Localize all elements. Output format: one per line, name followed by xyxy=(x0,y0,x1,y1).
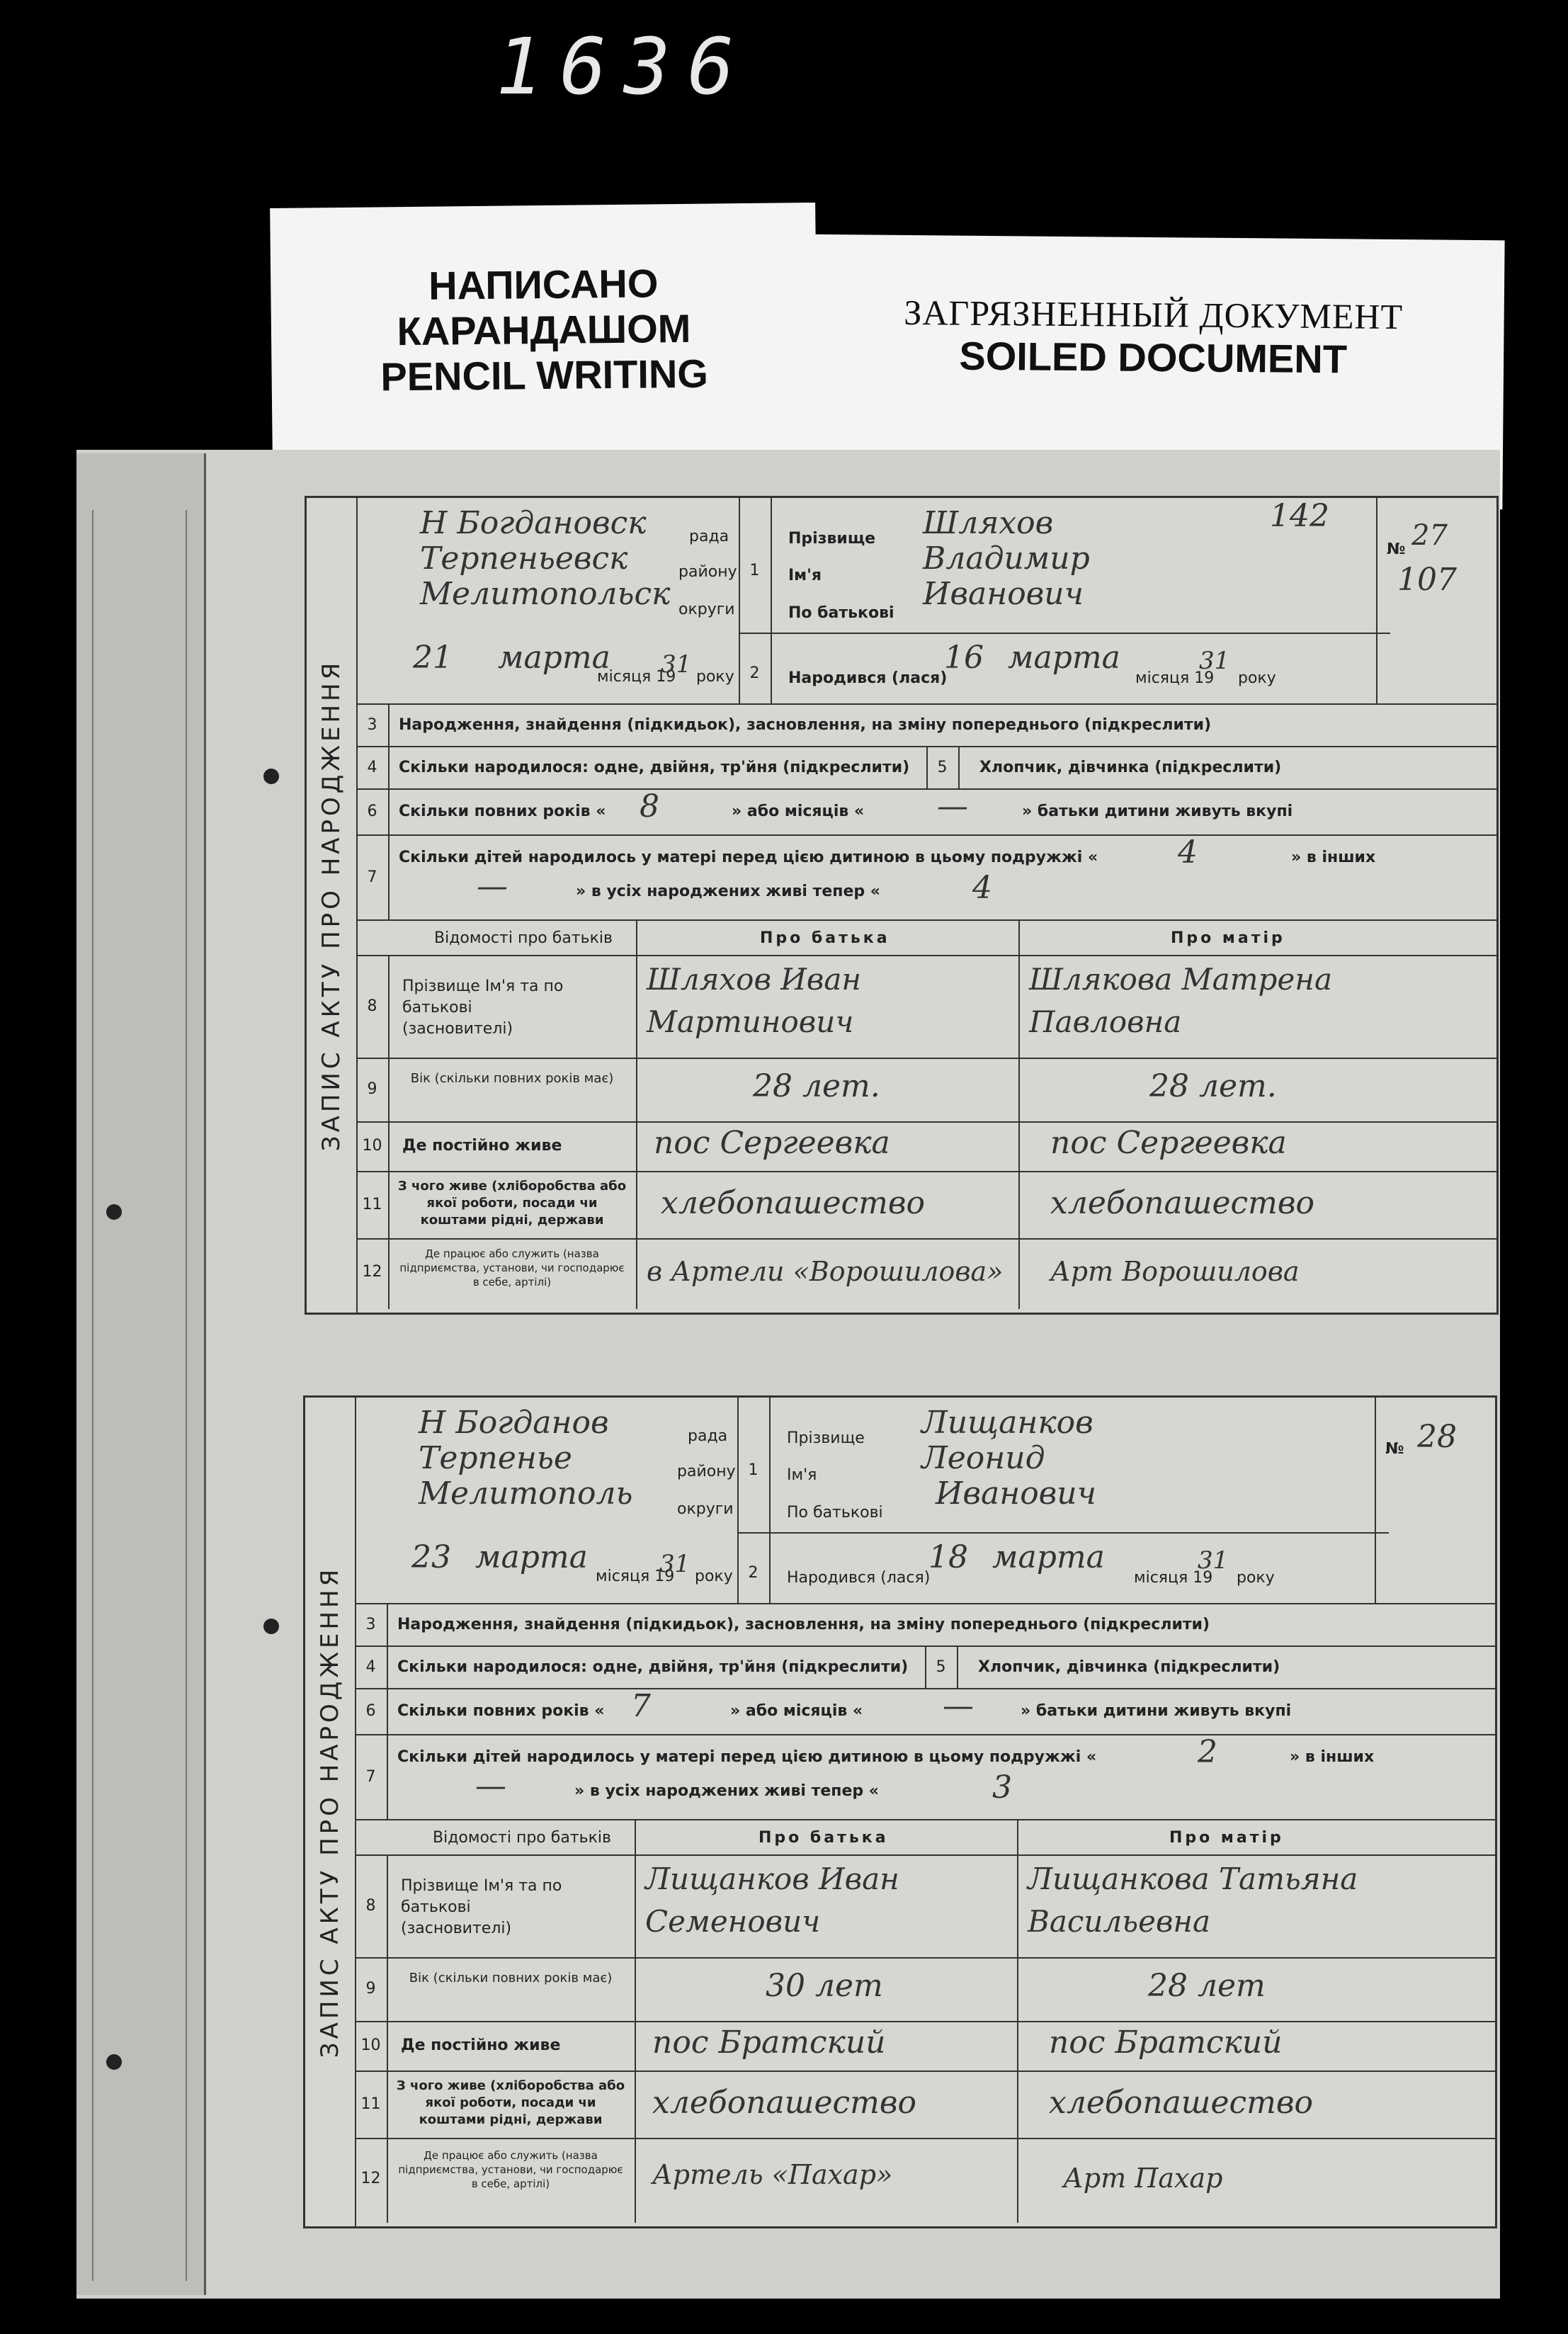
parents-header: Відомості про батьків Про батька Про матір xyxy=(356,919,1496,956)
form-vertical-title: ЗАПИС АКТУ ПРО НАРОДЖЕННЯ xyxy=(305,1398,356,2226)
mother-income: хлебопашество xyxy=(1050,1185,1314,1221)
reg-day: 21 xyxy=(413,640,453,676)
row-8: 8 Прізвище Ім'я та по батькові (засновителі) Лищанков Иван Семенович Лищанкова Татьяна Васильевна xyxy=(355,1854,1495,1959)
birth-month: марта xyxy=(1008,640,1120,676)
children-alive: 4 xyxy=(972,870,992,906)
row-12: 12 Де працює або служить (назва підприємства, установи, чи господарює в себе, артілі) в Артели «Ворошилова» Арт Ворошилова xyxy=(356,1238,1496,1309)
frame-number: 1636 xyxy=(496,21,751,112)
birth-year: 31 xyxy=(1198,1546,1229,1575)
okrug-value: Мелитополь xyxy=(419,1475,633,1512)
children-alive: 3 xyxy=(992,1769,1012,1806)
row-4-5: 4 5 Скільки народилося: одне, двійня, тр'йня (підкреслити) Хлопчик, дівчинка (підкреслити) xyxy=(355,1645,1495,1689)
punch-hole xyxy=(106,1204,122,1220)
okrug-value: Мелитопольск xyxy=(420,576,671,612)
birth-day: 18 xyxy=(928,1539,968,1575)
birth-month: марта xyxy=(992,1539,1105,1575)
mother-work: Арт Пахар xyxy=(1063,2163,1223,2194)
months-together: — xyxy=(943,1688,974,1724)
row-11: 11 З чого живе (хліборобства або якої роботи, посади чи коштами рідні, держави хлебопашество хлебопашество xyxy=(355,2070,1495,2139)
mother-name: Лищанкова Татьяна Васильевна xyxy=(1028,1862,1358,1939)
raion-value: Терпенье xyxy=(419,1440,572,1476)
pencil-label-en: PENCIL WRITING xyxy=(380,351,709,400)
reg-month: марта xyxy=(498,640,610,676)
surname-value: Шляхов xyxy=(923,505,1054,541)
number-label: № xyxy=(1387,540,1406,558)
children-before: 2 xyxy=(1198,1734,1217,1770)
punch-hole xyxy=(106,2054,122,2070)
pencil-writing-label xyxy=(270,203,818,463)
raion-label: району xyxy=(678,563,737,581)
children-other: — xyxy=(477,868,508,905)
row-7: 7 Скільки дітей народилось у матері перед цією дитиною в цьому подружжі « 4 » в інших — » в усіх народжених живі тепер « 4 xyxy=(356,834,1496,921)
record-number: 28 xyxy=(1417,1419,1457,1455)
pencil-label-ru-1: НАПИСАНО xyxy=(428,261,659,308)
header-block xyxy=(356,498,1496,705)
father-name: Шляхов Иван Мартинович xyxy=(647,962,862,1039)
birth-day: 16 xyxy=(944,640,984,676)
mother-name: Шлякова Матрена Павловна xyxy=(1029,962,1332,1039)
patronymic-value: Иванович xyxy=(923,576,1084,612)
surname-label: Прізвище xyxy=(788,530,876,548)
birth-year-label: року xyxy=(1238,669,1276,687)
raion-value: Терпеньевск xyxy=(420,540,628,577)
row5-text: Хлопчик, дівчинка (підкреслити) xyxy=(979,759,1282,776)
mother-place: пос Братский xyxy=(1049,2024,1283,2061)
reg-month-label: місяця 19 xyxy=(597,668,676,686)
father-place: пос Сергеевка xyxy=(654,1125,890,1161)
okrug-label: округи xyxy=(678,601,735,618)
header-block xyxy=(355,1398,1495,1604)
soiled-label-en: SOILED DOCUMENT xyxy=(959,333,1348,382)
father-work: в Артели «Ворошилова» xyxy=(647,1256,1004,1287)
surname-value: Лищанков xyxy=(921,1405,1093,1441)
reg-day: 23 xyxy=(411,1539,451,1575)
mother-place: пос Сергеевка xyxy=(1050,1125,1287,1161)
punch-hole xyxy=(263,1619,279,1634)
father-work: Артель «Пахар» xyxy=(652,2159,893,2190)
row-11: 11 З чого живе (хліборобства або якої роботи, посади чи коштами рідні, держави хлебопашество хлебопашество xyxy=(356,1171,1496,1240)
father-age: 30 лет xyxy=(766,1968,883,2004)
born-label: Народився (лася) xyxy=(788,669,948,687)
row-number: 2 xyxy=(748,1564,759,1582)
reg-year-label: року xyxy=(696,668,734,686)
row-3: 3 Народження, знайдення (підкидьок), засновлення, на зміну попереднього (підкреслити) xyxy=(355,1603,1495,1647)
patronymic-label: По батькові xyxy=(788,604,894,622)
soiled-label-ru: ЗАГРЯЗНЕННЫЙ ДОКУМЕНТ xyxy=(904,292,1404,337)
years-together: 8 xyxy=(640,788,659,825)
punch-hole xyxy=(263,769,279,784)
row-6: 6 Скільки повних років « 7 » або місяців « — » батьки дитини живуть вкупі xyxy=(355,1688,1495,1735)
row-number: 2 xyxy=(749,664,760,682)
form-vertical-title: ЗАПИС АКТУ ПРО НАРОДЖЕННЯ xyxy=(307,498,358,1313)
father-income: хлебопашество xyxy=(661,1185,925,1221)
surname-label: Прізвище xyxy=(787,1429,865,1447)
name-label: Ім'я xyxy=(787,1466,817,1484)
record-number: 27 xyxy=(1411,519,1448,552)
birth-month-label: місяця 19 xyxy=(1134,1569,1213,1587)
children-before: 4 xyxy=(1178,834,1198,871)
reg-year: 31 xyxy=(661,650,692,679)
rada-label: рада xyxy=(689,528,729,545)
row-number: 1 xyxy=(748,1461,759,1479)
patronymic-value: Иванович xyxy=(936,1475,1097,1512)
father-name: Лищанков Иван Семенович xyxy=(645,1862,899,1939)
birth-record-form-2 xyxy=(303,1395,1497,2228)
row-3: 3 Народження, знайдення (підкидьок), засновлення, на зміну попереднього (підкреслити) xyxy=(356,703,1496,747)
corner-number: 142 xyxy=(1270,498,1329,534)
mother-income: хлебопашество xyxy=(1049,2085,1313,2121)
reg-month-label: місяця 19 xyxy=(596,1568,675,1585)
row-9: 9 Вік (скільки повних років має) 30 лет 28 лет xyxy=(355,1957,1495,2022)
name-label: Ім'я xyxy=(788,567,822,584)
father-income: хлебопашество xyxy=(652,2085,916,2121)
birth-month-label: місяця 19 xyxy=(1135,669,1215,687)
row-4-5: 4 5 Скільки народилося: одне, двійня, тр'йня (підкреслити) Хлопчик, дівчинка (підкреслити) xyxy=(356,746,1496,790)
raion-label: району xyxy=(677,1463,736,1480)
pencil-label-ru-2: КАРАНДАШОМ xyxy=(397,305,691,354)
row3-text: Народження, знайдення (підкидьок), засновлення, на зміну попереднього (підкреслити) xyxy=(399,716,1212,734)
mother-work: Арт Ворошилова xyxy=(1050,1256,1300,1287)
born-label: Народився (лася) xyxy=(787,1569,931,1587)
reg-year: 31 xyxy=(659,1550,691,1578)
binding-strip-lines xyxy=(92,510,187,2281)
rada-label: рада xyxy=(688,1427,728,1445)
months-together: — xyxy=(937,788,968,825)
birth-year-label: року xyxy=(1237,1569,1275,1587)
row-12: 12 Де працює або служить (назва підприємства, установи, чи господарює в себе, артілі) Артель «Пахар» Арт Пахар xyxy=(355,2138,1495,2223)
row-number: 1 xyxy=(749,562,760,579)
row-10: 10 Де постійно живе пос Братский пос Братский xyxy=(355,2021,1495,2072)
okrug-label: округи xyxy=(677,1500,734,1518)
row4-text: Скільки народилося: одне, двійня, тр'йня (підкреслити) xyxy=(399,759,910,776)
rada-value: Н Богданов xyxy=(419,1405,609,1441)
father-age: 28 лет. xyxy=(753,1068,880,1104)
years-together: 7 xyxy=(631,1688,651,1724)
children-other: — xyxy=(475,1768,506,1804)
mother-age: 28 лет. xyxy=(1149,1068,1277,1104)
number-label: № xyxy=(1385,1440,1404,1458)
patronymic-label: По батькові xyxy=(787,1504,883,1522)
parents-header: Відомості про батьків Про батька Про матір xyxy=(355,1819,1495,1856)
mother-age: 28 лет xyxy=(1148,1968,1266,2004)
reg-year-label: року xyxy=(695,1568,733,1585)
name-value: Леонид xyxy=(921,1440,1045,1476)
birth-record-form-1 xyxy=(305,496,1499,1315)
row-9: 9 Вік (скільки повних років має) 28 лет. 28 лет. xyxy=(356,1058,1496,1123)
rada-value: Н Богдановск xyxy=(420,505,647,541)
row-8: 8 Прізвище Ім'я та по батькові (засновителі) Шляхов Иван Мартинович Шлякова Матрена Павловна xyxy=(356,955,1496,1059)
birth-year: 31 xyxy=(1199,647,1230,675)
row-6: 6 Скільки повних років « 8 » або місяців « — » батьки дитини живуть вкупі xyxy=(356,788,1496,836)
row-10: 10 Де постійно живе пос Сергеевка пос Сергеевка xyxy=(356,1121,1496,1172)
reg-month: марта xyxy=(475,1539,588,1575)
record-number-alt: 107 xyxy=(1397,562,1457,598)
name-value: Владимир xyxy=(923,540,1090,577)
row-7: 7 Скільки дітей народилось у матері перед цією дитиною в цьому подружжі « 2 » в інших — » в усіх народжених живі тепер « 3 xyxy=(355,1734,1495,1820)
father-place: пос Братский xyxy=(652,2024,886,2061)
